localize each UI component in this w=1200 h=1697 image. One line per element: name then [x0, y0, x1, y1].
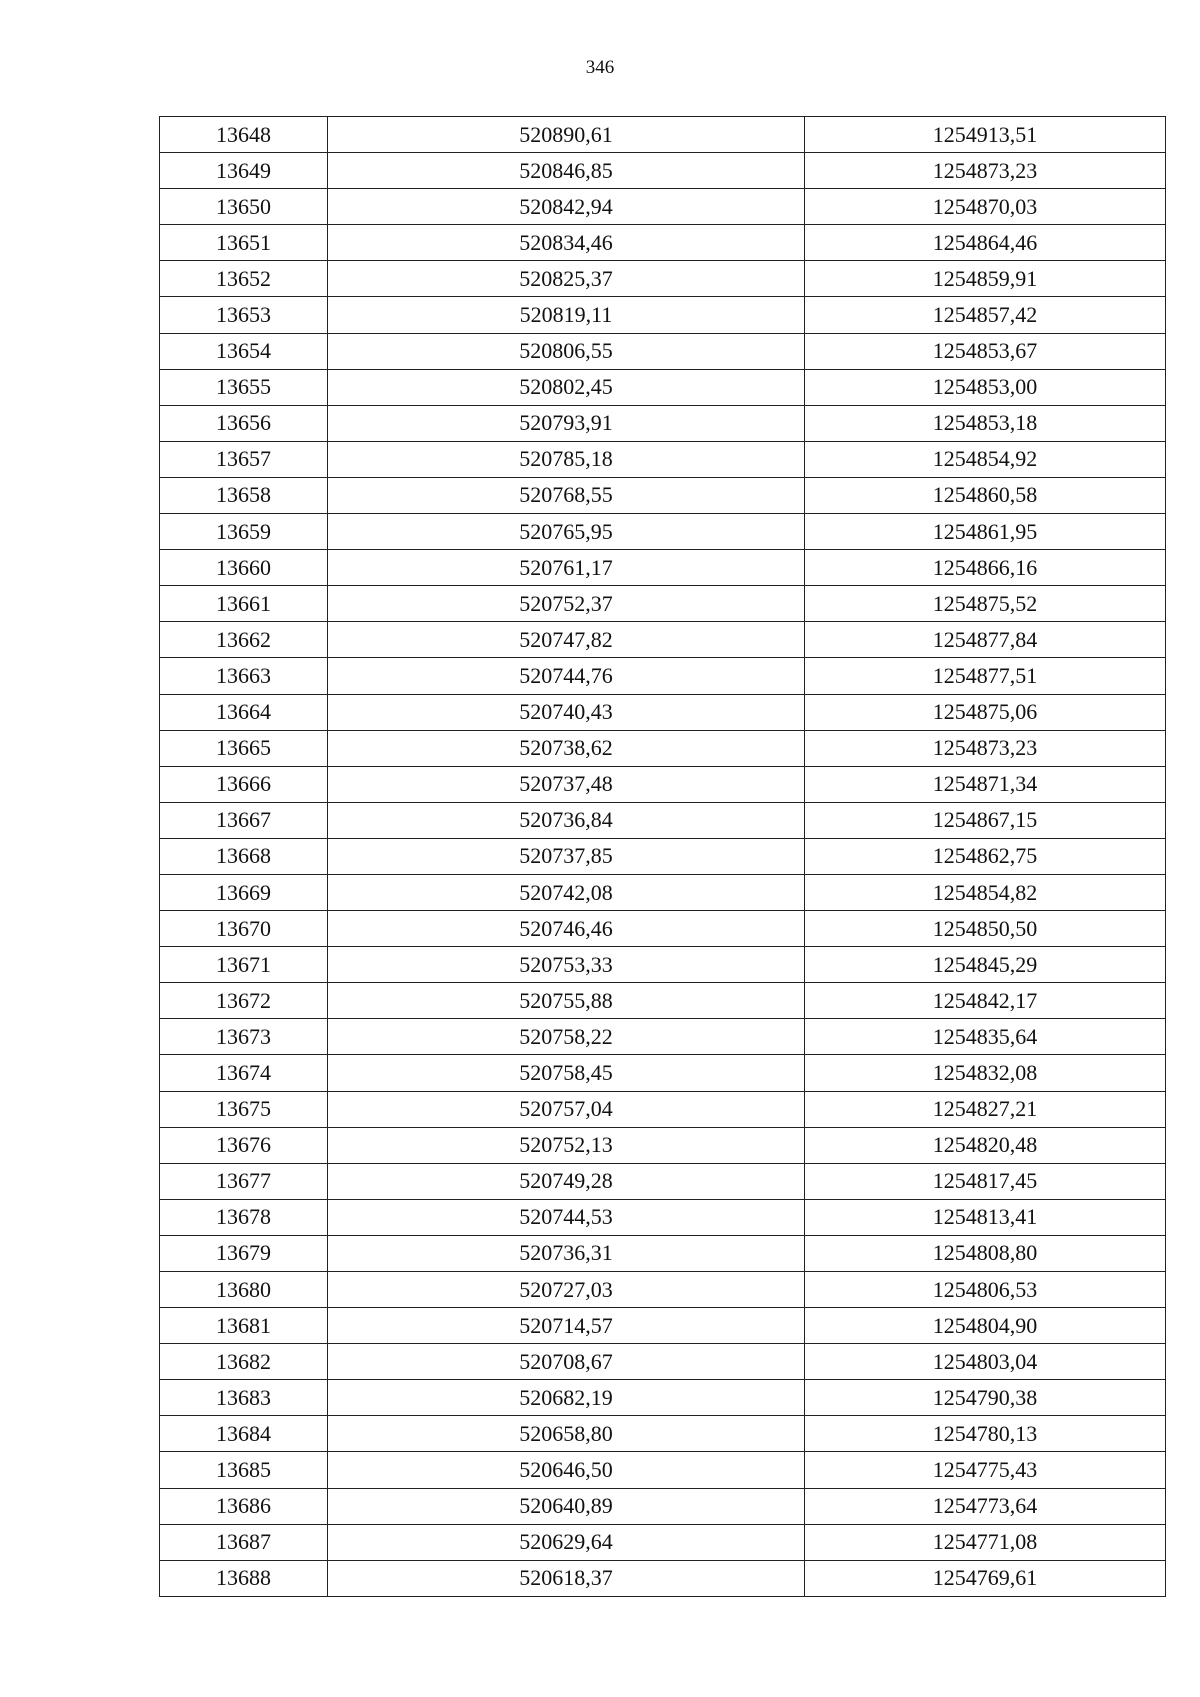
- point-number-cell: 13650: [160, 189, 328, 225]
- y-coordinate-cell: 1254853,18: [805, 405, 1166, 441]
- point-number-cell: 13662: [160, 622, 328, 658]
- table-row: [160, 911, 1166, 947]
- y-coordinate-cell: 1254873,23: [805, 153, 1166, 189]
- point-number-cell: 13673: [160, 1019, 328, 1055]
- point-number-cell: 13686: [160, 1488, 328, 1524]
- y-coordinate-cell: 1254861,95: [805, 514, 1166, 550]
- y-coordinate-cell: 1254806,53: [805, 1272, 1166, 1308]
- x-coordinate-cell: 520682,19: [328, 1380, 805, 1416]
- y-coordinate-cell: 1254871,34: [805, 766, 1166, 802]
- x-coordinate-cell: 520761,17: [328, 550, 805, 586]
- y-coordinate-cell: 1254773,64: [805, 1488, 1166, 1524]
- point-number-cell: 13653: [160, 297, 328, 333]
- y-coordinate-cell: 1254866,16: [805, 550, 1166, 586]
- table-row: [160, 514, 1166, 550]
- x-coordinate-cell: 520736,31: [328, 1235, 805, 1271]
- y-coordinate-cell: 1254859,91: [805, 261, 1166, 297]
- x-coordinate-cell: 520646,50: [328, 1452, 805, 1488]
- point-number-cell: 13670: [160, 911, 328, 947]
- x-coordinate-cell: 520768,55: [328, 477, 805, 513]
- x-coordinate-cell: 520744,53: [328, 1199, 805, 1235]
- page-number: 346: [585, 57, 615, 78]
- y-coordinate-cell: 1254875,06: [805, 694, 1166, 730]
- table-row: [160, 874, 1166, 910]
- y-coordinate-cell: 1254870,03: [805, 189, 1166, 225]
- table-row: [160, 1199, 1166, 1235]
- y-coordinate-cell: 1254817,45: [805, 1163, 1166, 1199]
- table-row: [160, 117, 1166, 153]
- y-coordinate-cell: 1254854,92: [805, 441, 1166, 477]
- table-row: [160, 947, 1166, 983]
- table-row: [160, 983, 1166, 1019]
- x-coordinate-cell: 520742,08: [328, 874, 805, 910]
- x-coordinate-cell: 520749,28: [328, 1163, 805, 1199]
- point-number-cell: 13674: [160, 1055, 328, 1091]
- x-coordinate-cell: 520744,76: [328, 658, 805, 694]
- table-row: [160, 405, 1166, 441]
- point-number-cell: 13658: [160, 477, 328, 513]
- point-number-cell: 13652: [160, 261, 328, 297]
- table-row: [160, 1344, 1166, 1380]
- point-number-cell: 13675: [160, 1091, 328, 1127]
- point-number-cell: 13683: [160, 1380, 328, 1416]
- y-coordinate-cell: 1254860,58: [805, 477, 1166, 513]
- table-row: [160, 802, 1166, 838]
- x-coordinate-cell: 520846,85: [328, 153, 805, 189]
- y-coordinate-cell: 1254877,51: [805, 658, 1166, 694]
- point-number-cell: 13661: [160, 586, 328, 622]
- y-coordinate-cell: 1254867,15: [805, 802, 1166, 838]
- y-coordinate-cell: 1254813,41: [805, 1199, 1166, 1235]
- table-row: [160, 550, 1166, 586]
- y-coordinate-cell: 1254875,52: [805, 586, 1166, 622]
- x-coordinate-cell: 520890,61: [328, 117, 805, 153]
- table-row: [160, 1416, 1166, 1452]
- x-coordinate-cell: 520752,37: [328, 586, 805, 622]
- point-number-cell: 13677: [160, 1163, 328, 1199]
- point-number-cell: 13672: [160, 983, 328, 1019]
- x-coordinate-cell: 520806,55: [328, 333, 805, 369]
- x-coordinate-cell: 520793,91: [328, 405, 805, 441]
- table-row: [160, 838, 1166, 874]
- table-row: [160, 1380, 1166, 1416]
- y-coordinate-cell: 1254857,42: [805, 297, 1166, 333]
- x-coordinate-cell: 520618,37: [328, 1560, 805, 1596]
- point-number-cell: 13681: [160, 1308, 328, 1344]
- table-row: [160, 1524, 1166, 1560]
- point-number-cell: 13664: [160, 694, 328, 730]
- table-row: [160, 189, 1166, 225]
- point-number-cell: 13668: [160, 838, 328, 874]
- x-coordinate-cell: 520819,11: [328, 297, 805, 333]
- point-number-cell: 13671: [160, 947, 328, 983]
- y-coordinate-cell: 1254775,43: [805, 1452, 1166, 1488]
- point-number-cell: 13654: [160, 333, 328, 369]
- point-number-cell: 13669: [160, 874, 328, 910]
- point-number-cell: 13660: [160, 550, 328, 586]
- point-number-cell: 13682: [160, 1344, 328, 1380]
- x-coordinate-cell: 520727,03: [328, 1272, 805, 1308]
- y-coordinate-cell: 1254771,08: [805, 1524, 1166, 1560]
- y-coordinate-cell: 1254862,75: [805, 838, 1166, 874]
- y-coordinate-cell: 1254835,64: [805, 1019, 1166, 1055]
- table-row: [160, 1163, 1166, 1199]
- table-row: [160, 730, 1166, 766]
- point-number-cell: 13667: [160, 802, 328, 838]
- x-coordinate-cell: 520755,88: [328, 983, 805, 1019]
- point-number-cell: 13663: [160, 658, 328, 694]
- y-coordinate-cell: 1254820,48: [805, 1127, 1166, 1163]
- table-row: [160, 261, 1166, 297]
- y-coordinate-cell: 1254804,90: [805, 1308, 1166, 1344]
- table-row: [160, 1235, 1166, 1271]
- y-coordinate-cell: 1254780,13: [805, 1416, 1166, 1452]
- point-number-cell: 13678: [160, 1199, 328, 1235]
- point-number-cell: 13679: [160, 1235, 328, 1271]
- coordinates-table: [159, 116, 1166, 1597]
- point-number-cell: 13687: [160, 1524, 328, 1560]
- y-coordinate-cell: 1254873,23: [805, 730, 1166, 766]
- table-row: [160, 766, 1166, 802]
- table-row: [160, 153, 1166, 189]
- point-number-cell: 13648: [160, 117, 328, 153]
- y-coordinate-cell: 1254842,17: [805, 983, 1166, 1019]
- table-row: [160, 297, 1166, 333]
- y-coordinate-cell: 1254808,80: [805, 1235, 1166, 1271]
- point-number-cell: 13659: [160, 514, 328, 550]
- point-number-cell: 13666: [160, 766, 328, 802]
- point-number-cell: 13649: [160, 153, 328, 189]
- table-row: [160, 658, 1166, 694]
- y-coordinate-cell: 1254877,84: [805, 622, 1166, 658]
- table-row: [160, 441, 1166, 477]
- x-coordinate-cell: 520825,37: [328, 261, 805, 297]
- x-coordinate-cell: 520765,95: [328, 514, 805, 550]
- table-row: [160, 1272, 1166, 1308]
- table-row: [160, 1019, 1166, 1055]
- x-coordinate-cell: 520834,46: [328, 225, 805, 261]
- table-row: [160, 694, 1166, 730]
- coordinates-table-body: [160, 117, 1166, 1597]
- table-row: [160, 622, 1166, 658]
- point-number-cell: 13684: [160, 1416, 328, 1452]
- table-row: [160, 1091, 1166, 1127]
- point-number-cell: 13685: [160, 1452, 328, 1488]
- y-coordinate-cell: 1254769,61: [805, 1560, 1166, 1596]
- x-coordinate-cell: 520842,94: [328, 189, 805, 225]
- x-coordinate-cell: 520757,04: [328, 1091, 805, 1127]
- y-coordinate-cell: 1254850,50: [805, 911, 1166, 947]
- y-coordinate-cell: 1254845,29: [805, 947, 1166, 983]
- x-coordinate-cell: 520738,62: [328, 730, 805, 766]
- y-coordinate-cell: 1254832,08: [805, 1055, 1166, 1091]
- point-number-cell: 13655: [160, 369, 328, 405]
- x-coordinate-cell: 520802,45: [328, 369, 805, 405]
- y-coordinate-cell: 1254913,51: [805, 117, 1166, 153]
- y-coordinate-cell: 1254790,38: [805, 1380, 1166, 1416]
- x-coordinate-cell: 520758,22: [328, 1019, 805, 1055]
- point-number-cell: 13680: [160, 1272, 328, 1308]
- table-row: [160, 1560, 1166, 1596]
- point-number-cell: 13665: [160, 730, 328, 766]
- table-row: [160, 1488, 1166, 1524]
- point-number-cell: 13657: [160, 441, 328, 477]
- x-coordinate-cell: 520746,46: [328, 911, 805, 947]
- y-coordinate-cell: 1254853,67: [805, 333, 1166, 369]
- x-coordinate-cell: 520785,18: [328, 441, 805, 477]
- table-row: [160, 1055, 1166, 1091]
- x-coordinate-cell: 520747,82: [328, 622, 805, 658]
- x-coordinate-cell: 520758,45: [328, 1055, 805, 1091]
- table-row: [160, 369, 1166, 405]
- y-coordinate-cell: 1254803,04: [805, 1344, 1166, 1380]
- point-number-cell: 13676: [160, 1127, 328, 1163]
- x-coordinate-cell: 520640,89: [328, 1488, 805, 1524]
- point-number-cell: 13651: [160, 225, 328, 261]
- x-coordinate-cell: 520736,84: [328, 802, 805, 838]
- x-coordinate-cell: 520714,57: [328, 1308, 805, 1344]
- x-coordinate-cell: 520658,80: [328, 1416, 805, 1452]
- table-row: [160, 586, 1166, 622]
- table-row: [160, 1452, 1166, 1488]
- y-coordinate-cell: 1254854,82: [805, 874, 1166, 910]
- table-row: [160, 1308, 1166, 1344]
- table-row: [160, 1127, 1166, 1163]
- x-coordinate-cell: 520737,85: [328, 838, 805, 874]
- y-coordinate-cell: 1254827,21: [805, 1091, 1166, 1127]
- x-coordinate-cell: 520708,67: [328, 1344, 805, 1380]
- table-row: [160, 225, 1166, 261]
- y-coordinate-cell: 1254864,46: [805, 225, 1166, 261]
- table-row: [160, 477, 1166, 513]
- point-number-cell: 13688: [160, 1560, 328, 1596]
- x-coordinate-cell: 520629,64: [328, 1524, 805, 1560]
- table-row: [160, 333, 1166, 369]
- x-coordinate-cell: 520753,33: [328, 947, 805, 983]
- x-coordinate-cell: 520740,43: [328, 694, 805, 730]
- x-coordinate-cell: 520752,13: [328, 1127, 805, 1163]
- x-coordinate-cell: 520737,48: [328, 766, 805, 802]
- y-coordinate-cell: 1254853,00: [805, 369, 1166, 405]
- point-number-cell: 13656: [160, 405, 328, 441]
